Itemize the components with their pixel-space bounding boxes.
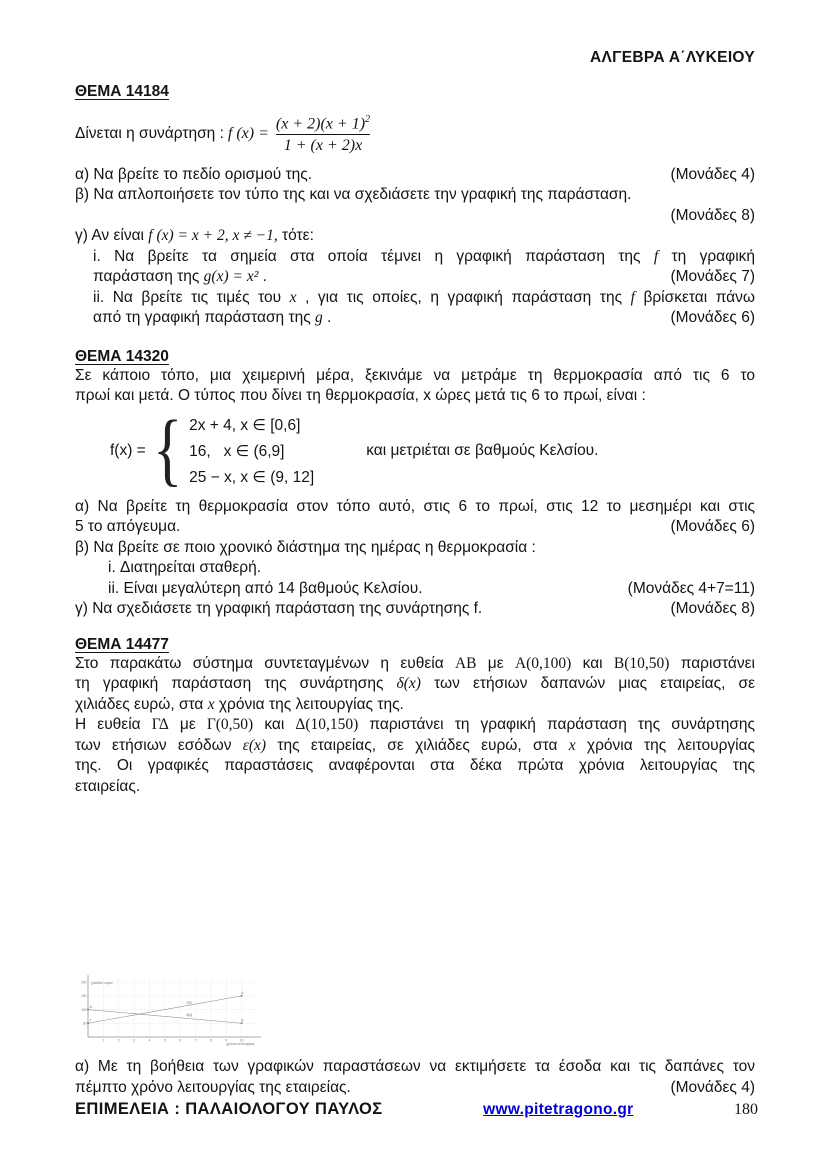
text-segment: των ετήσιων δαπανών μιας εταιρείας, σε: [420, 675, 755, 692]
company-lines-chart: [74, 973, 264, 1056]
x-tick-label: 6: [179, 1038, 182, 1043]
text-segment: Δ(10,150): [295, 716, 359, 733]
text-segment: x: [289, 288, 297, 306]
x-tick-label: 9: [225, 1038, 228, 1043]
given-prefix: Δίνεται η συνάρτηση :: [75, 125, 224, 143]
text-segment: x: [568, 736, 576, 754]
theme-14184-title: ΘΕΜΑ 14184: [75, 82, 169, 100]
text-segment: χιλιάδες ευρώ, στα: [75, 695, 208, 713]
text-segment: .: [322, 309, 332, 326]
point-label: Α: [89, 1004, 92, 1009]
theme2-paragraph-line2: πρωί και μετά. Ο τύπος που δίνει τη θερμοκρασία, x ώρες μετά τις 6 το πρωί, είναι :: [75, 387, 646, 404]
text-segment: των ετήσιων εσόδων: [75, 736, 243, 754]
question-c-i-line2-text: [93, 267, 267, 288]
editor-credit: ΕΠΙΜΕΛΕΙΑ : ΠΑΛΑΙΟΛΟΓΟΥ ΠΑΥΛΟΣ: [75, 1100, 383, 1118]
question-c-ii-line1: [93, 288, 755, 309]
text-segment: Β(10,50): [613, 654, 670, 672]
fx-equals: f (x) =: [227, 125, 269, 143]
question-c-ii-points: (Μονάδες 6): [670, 309, 755, 326]
text-segment: i. Να βρείτε τα σημεία στα οποία τέμνει η γραφική παράσταση της: [93, 247, 654, 265]
text-segment: τη γραφική παράσταση της συνάρτησης: [75, 675, 397, 692]
text-segment: ε(x): [242, 736, 267, 754]
fraction-denominator: 1 + (x + 2)x: [276, 134, 370, 155]
theme2-question-b: β) Να βρείτε σε ποιο χρονικό διάστημα της ημέρας η θερμοκρασία :: [75, 538, 536, 556]
theme3-line1: [75, 654, 755, 675]
theme3-question-a-line2-text: πέμπτο χρόνο λειτουργίας της εταιρείας.: [75, 1078, 351, 1096]
x-tick-label: 3: [133, 1038, 135, 1043]
y-tick-label: 150: [81, 994, 87, 999]
fraction: [276, 114, 370, 155]
theme2-question-a-points: (Μονάδες 6): [670, 518, 755, 535]
theme3-line2: [75, 674, 755, 695]
x-tick-label: 4: [148, 1038, 151, 1043]
text-segment: από τη γραφική παράσταση της: [93, 309, 315, 326]
text-segment: .: [258, 268, 267, 285]
text-segment: Στο παρακάτω σύστημα συντεταγμένων η ευθεία: [75, 654, 455, 672]
text-segment: γ) Αν είναι: [75, 227, 149, 244]
text-segment: τότε:: [277, 227, 314, 244]
question-c-i-line1: [93, 247, 755, 268]
theme2-question-c-points: (Μονάδες 8): [670, 600, 755, 617]
question-b-points: (Μονάδες 8): [670, 206, 755, 224]
text-segment: παριστάνει τη γραφική παράσταση της συνάρτησης: [358, 716, 755, 733]
text-segment: Γ(0,50): [206, 716, 254, 733]
text-segment: f: [630, 288, 635, 306]
theme3-line7: [75, 777, 755, 798]
theme3-question-a: [75, 1057, 755, 1098]
page-number: 180: [734, 1101, 758, 1118]
text-segment: και: [253, 716, 296, 733]
theme-14184-section: [75, 82, 755, 329]
text-segment: τη γραφική: [658, 247, 756, 265]
question-b-text: β) Να απλοποιήσετε τον τύπο της και να σχεδιάσετε την γραφική της παράσταση.: [75, 186, 632, 203]
text-segment: δ(x): [396, 675, 421, 692]
theme2-question-c-row: [75, 599, 755, 620]
text-segment: ΓΔ: [151, 716, 169, 733]
page-footer: [75, 1100, 758, 1119]
text-segment: , για τις οποίες, η γραφική παράσταση της: [296, 288, 631, 306]
numerator-exponent: 2: [365, 114, 371, 126]
series-name-label: δ(x): [186, 1013, 193, 1018]
text-segment: εταιρείας.: [75, 777, 141, 795]
text-segment: f: [653, 247, 659, 265]
text-segment: χρόνια της λειτουργίας: [575, 736, 756, 754]
text-segment: της. Οι γραφικές παραστάσεις αναφέρονται στα δέκα πρώτα χρόνια λειτουργίας της: [75, 757, 755, 774]
theme3-line5: [75, 736, 755, 757]
theme2-question-a-line2-text: 5 το απόγευμα.: [75, 518, 181, 535]
x-tick-label: 10: [239, 1038, 244, 1043]
text-segment: παριστάνει: [669, 654, 755, 672]
data-point: [87, 1009, 89, 1011]
piecewise-brace: {: [152, 402, 183, 494]
piecewise-function: [110, 402, 755, 494]
point-label: Γ: [89, 1018, 92, 1023]
x-axis-title: χρόνια λειτουργίας: [226, 1042, 255, 1046]
piecewise-row-3: 25 − x, x ∈ (9, 12]: [189, 468, 315, 486]
theme2-question-b-ii-points: (Μονάδες 4+7=11): [627, 579, 755, 597]
y-tick-label: 100: [81, 1007, 87, 1012]
theme-14320-section: [75, 347, 755, 620]
theme2-question-a-line2: [75, 517, 755, 538]
theme2-question-b-ii-row: [108, 579, 755, 600]
text-segment: παράσταση της: [93, 268, 204, 285]
x-tick-label: 7: [194, 1038, 197, 1043]
text-segment: με: [476, 654, 515, 672]
text-segment: Α(0,100): [514, 654, 572, 672]
question-c-i-line2: [93, 267, 755, 288]
theme2-question-a-line1: α) Να βρείτε τη θερμοκρασία στον τόπο αυτό, στις 6 το πρωί, στις 12 το μεσημέρι και στις: [75, 497, 755, 515]
point-label: Β: [241, 1018, 244, 1023]
theme2-question-c-text: γ) Να σχεδιάσετε τη γραφική παράσταση της συνάρτησης f.: [75, 600, 483, 617]
theme3-question-a-line2: [75, 1078, 755, 1099]
question-c-i-points: (Μονάδες 7): [670, 268, 755, 285]
text-segment: χρόνια της λειτουργίας της.: [214, 695, 404, 713]
piecewise-row-1: 2x + 4, x ∈ [0,6]: [189, 416, 301, 434]
text-segment: g: [315, 309, 323, 326]
theme3-line6: [75, 756, 755, 777]
theme3-question-a-points: (Μονάδες 4): [670, 1078, 755, 1096]
text-segment: x: [207, 695, 215, 713]
question-a-points: (Μονάδες 4): [670, 165, 755, 183]
y-tick-label: 200: [81, 980, 87, 985]
fraction-numerator: $(x + 2)(x + 1)^2$: [275, 114, 371, 133]
question-c-ii-line2-text: [93, 308, 331, 329]
data-point: [241, 995, 243, 997]
text-segment: με: [168, 716, 207, 733]
text-segment: βρίσκεται πάνω: [634, 288, 755, 306]
y-axis-title: χιλιάδες ευρώ: [91, 981, 113, 985]
theme-14320-title: ΘΕΜΑ 14320: [75, 347, 169, 365]
theme3-line3: [75, 695, 755, 716]
piecewise-rows: [189, 413, 314, 491]
y-tick-label: 50: [82, 1021, 87, 1026]
question-c-ii-line2: [93, 308, 755, 329]
piecewise-fx: f(x) =: [110, 442, 146, 460]
function-definition-line: [75, 105, 755, 165]
theme-14477-section: [75, 635, 755, 798]
theme3-question-a-line1: α) Με τη βοήθεια των γραφικών παραστάσεων να εκτιμήσετε τα έσοδα και τις δαπάνες τον: [75, 1058, 755, 1075]
series-name-label: ε(x): [186, 1000, 192, 1005]
text-segment: ii. Να βρείτε τις τιμές του: [93, 288, 290, 306]
theme2-question-b-ii-text: ii. Είναι μεγαλύτερη από 14 βαθμούς Κελσίου.: [108, 579, 423, 597]
x-tick-label: 8: [210, 1038, 212, 1043]
question-a-row: [75, 165, 755, 186]
x-tick-label: 2: [117, 1038, 120, 1043]
company-lines-chart-svg: [74, 973, 264, 1051]
data-point: [87, 1022, 89, 1024]
data-point: [241, 1022, 243, 1024]
theme2-question-b-i: i. Διατηρείται σταθερή.: [108, 559, 262, 576]
theme-14477-title: ΘΕΜΑ 14477: [75, 635, 169, 653]
website-link[interactable]: www.pitetragono.gr: [483, 1101, 634, 1118]
text-segment: της εταιρείας, σε χιλιάδες ευρώ, στα: [266, 736, 569, 754]
text-segment: ΑΒ: [454, 654, 477, 672]
point-label: Δ: [241, 991, 244, 996]
text-segment: g(x) = x²: [203, 268, 259, 285]
x-tick-label: 5: [163, 1038, 166, 1043]
text-segment: f (x) = x + 2, x ≠ −1,: [148, 227, 278, 244]
theme2-paragraph-line1: Σε κάποιο τόπο, μια χειμερινή μέρα, ξεκινάμε να μετράμε τη θερμοκρασία από τις 6 το: [75, 366, 755, 384]
text-segment: και: [571, 654, 614, 672]
piecewise-note: και μετριέται σε βαθμούς Κελσίου.: [366, 442, 599, 460]
theme3-line4: [75, 715, 755, 736]
question-a-text: α) Να βρείτε το πεδίο ορισμού της.: [75, 165, 313, 183]
page-header-title: ΑΛΓΕΒΡΑ Α΄ΛΥΚΕΙΟΥ: [589, 49, 755, 66]
piecewise-row-2: 16, x ∈ (6,9]: [189, 442, 285, 460]
question-c-text: [75, 226, 755, 247]
x-tick-label: 1: [102, 1038, 105, 1043]
text-segment: Η ευθεία: [75, 716, 152, 733]
